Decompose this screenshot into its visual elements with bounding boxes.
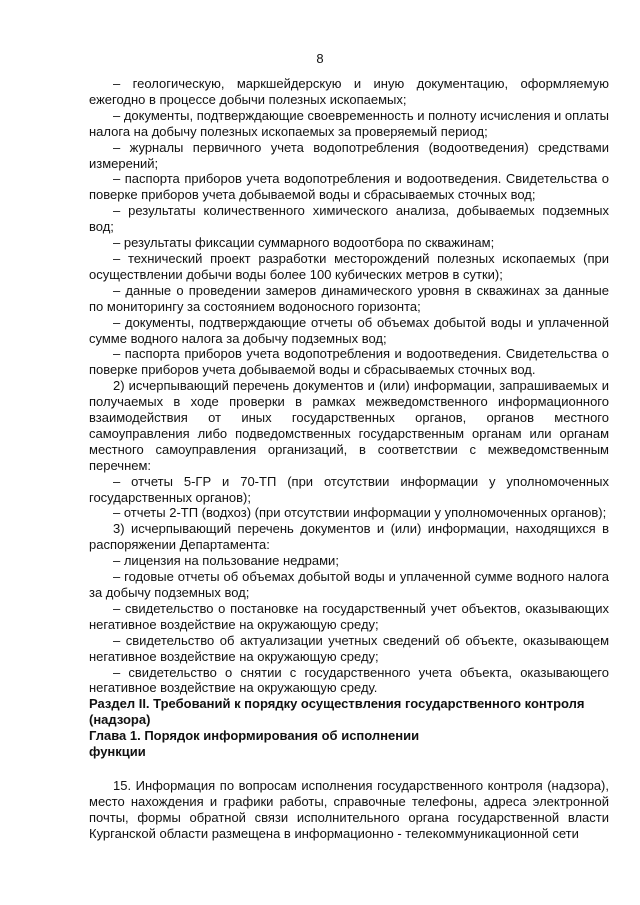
paragraph-15: 15. Информация по вопросам исполнения государственного контроля (надзора), место нахождения и графики работы, справочные телефоны, адреса электронной почты, формы обратной связи исполнительного органа государственной власти Курганской области размещена в информационно - телекоммуникационной сети	[89, 778, 609, 842]
list-item: – документы, подтверждающие отчеты об объемах добытой воды и уплаченной сумме водного налога за добычу подземных вод;	[89, 314, 609, 346]
list-item: – результаты количественного химического анализа, добываемых подземных вод;	[89, 203, 609, 235]
list-item: – свидетельство о постановке на государственный учет объектов, оказывающих негативное воздействие на окружающую среду;	[89, 600, 609, 632]
chapter-heading-line-2: функции	[89, 744, 146, 760]
page-number: 8	[316, 51, 324, 66]
list-item: – паспорта приборов учета водопотребления и водоотведения. Свидетельства о поверке приборов учета добываемой воды и сбрасываемых сточных вод.	[89, 346, 609, 378]
section-heading-line-2: (надзора)	[89, 712, 151, 728]
list-item: – отчеты 5-ГР и 70-ТП (при отсутствии информации у уполномоченных государственных органов);	[89, 473, 609, 505]
list-item: – данные о проведении замеров динамического уровня в скважинах за данные по мониторингу за состоянием водоносного горизонта;	[89, 282, 609, 314]
section-heading-line-1: Раздел II. Требований к порядку осуществления государственного контроля	[89, 696, 585, 712]
list-item: – результаты фиксации суммарного водоотбора по скважинам;	[113, 235, 495, 251]
list-item: – лицензия на пользование недрами;	[113, 553, 339, 569]
document-body	[89, 76, 609, 842]
chapter-heading-line-1: Глава 1. Порядок информирования об исполнении	[89, 728, 420, 744]
list-item: – паспорта приборов учета водопотребления и водоотведения. Свидетельства о поверке приборов учета добываемой воды и сбрасываемых сточных вод;	[89, 171, 609, 203]
section-heading	[89, 696, 609, 728]
list-item: – годовые отчеты об объемах добытой воды и уплаченной сумме водного налога за добычу подземных вод;	[89, 569, 609, 600]
list-item: – свидетельство о снятии с государственного учета объекта, оказывающего негативное воздействие на окружающую среду.	[89, 664, 609, 696]
chapter-heading	[89, 728, 469, 760]
list-item: – геологическую, маркшейдерскую и иную документацию, оформляемую ежегодно в процессе добычи полезных ископаемых;	[89, 76, 609, 107]
list-item: – журналы первичного учета водопотребления (водоотведения) средствами измерений;	[89, 139, 609, 171]
list-item: – документы, подтверждающие своевременность и полноту исчисления и оплаты налога на добычу полезных ископаемых за проверяемый период;	[89, 107, 610, 139]
list-item: – технический проект разработки месторождений полезных ископаемых (при осуществлении добычи воды более 100 кубических метров в сутки);	[89, 250, 609, 282]
list-item: – отчеты 2-ТП (водхоз) (при отсутствии информации у уполномоченных органов);	[113, 505, 607, 521]
numbered-paragraph: 2) исчерпывающий перечень документов и (или) информации, запрашиваемых и получаемых в ходе проверки в рамках межведомственного информационного взаимодействия от иных государственных органов, органов местного самоуправления либо подведомственных государственным органам или органам местного самоуправления организаций, в соответствии с межведомственным перечнем:	[89, 378, 609, 473]
numbered-paragraph: 3) исчерпывающий перечень документов и (или) информации, находящихся в распоряжении Департамента:	[89, 521, 609, 553]
list-item: – свидетельство об актуализации учетных сведений об объекте, оказывающем негативное воздействие на окружающую среду;	[89, 632, 609, 664]
